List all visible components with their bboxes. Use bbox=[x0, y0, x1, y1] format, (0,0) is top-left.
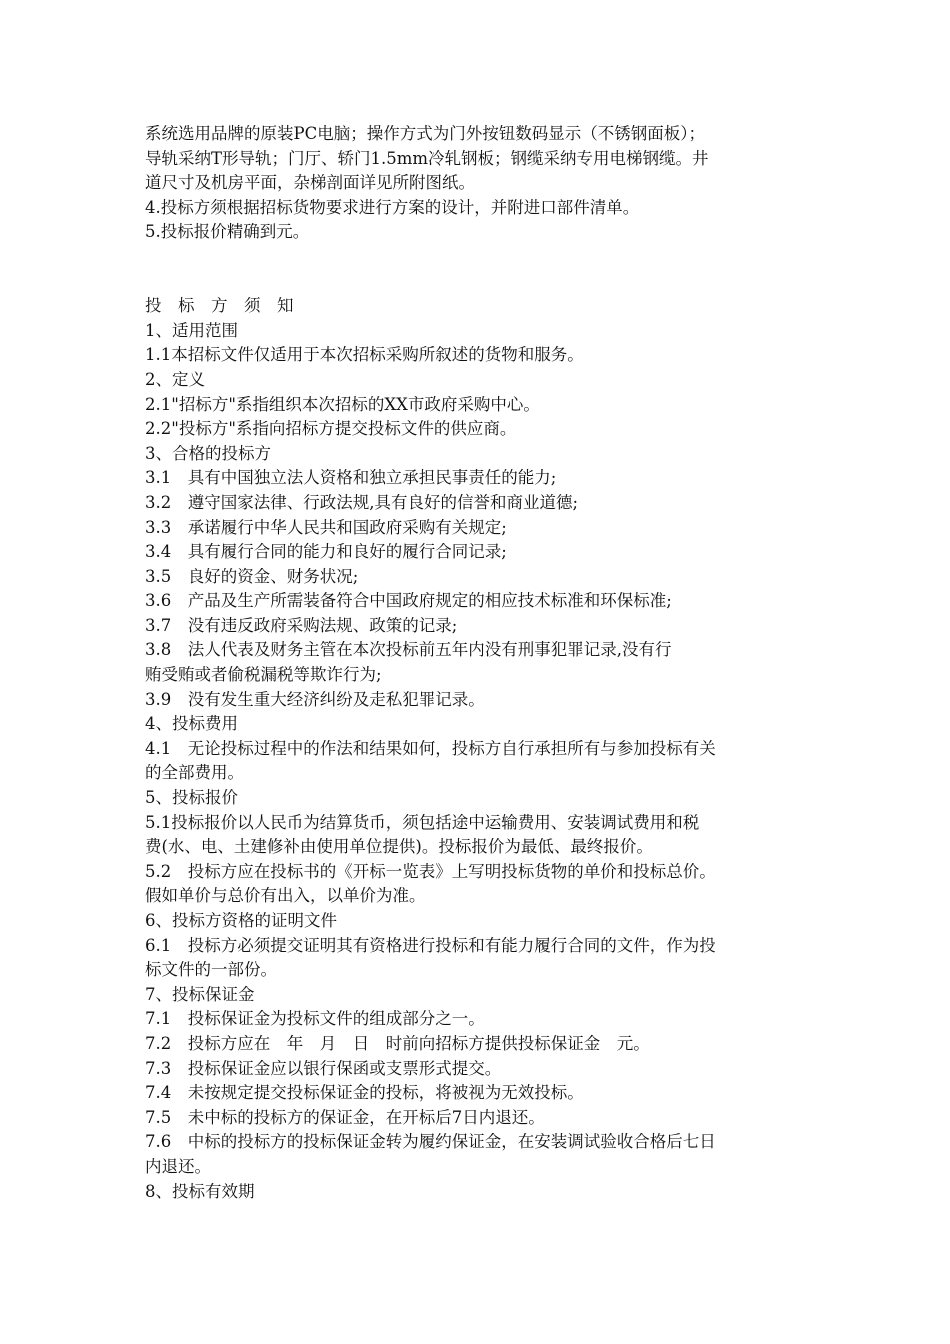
text-line: 4.投标方须根据招标货物要求进行方案的设计，并附进口部件清单。 bbox=[145, 197, 640, 217]
text-line: 3.6 产品及生产所需装备符合中国政府规定的相应技术标准和环保标准; bbox=[145, 591, 672, 611]
heading-line: 5、投标报价 bbox=[145, 788, 238, 808]
text-line: 内退还。 bbox=[145, 1156, 211, 1176]
text-line: 费(水、电、土建修补由使用单位提供)。投标报价为最低、最终报价。 bbox=[145, 837, 653, 857]
heading-line: 1、适用范围 bbox=[145, 320, 238, 340]
text-line: 标文件的一部份。 bbox=[145, 960, 277, 980]
section-title: 投 标 方 须 知 bbox=[145, 296, 294, 316]
text-line: 假如单价与总价有出入，以单价为准。 bbox=[145, 886, 426, 906]
text-line: 7.6 中标的投标方的投标保证金转为履约保证金，在安装调试验收合格后七日 bbox=[145, 1132, 716, 1152]
text-line: 导轨采纳T形导轨；门厅、轿门1.5mm冷轧钢板；钢缆采纳专用电梯钢缆。井 bbox=[145, 148, 709, 168]
text-line: 道尺寸及机房平面，杂梯剖面详见所附图纸。 bbox=[145, 173, 475, 193]
text-line: 1.1本招标文件仅适用于本次招标采购所叙述的货物和服务。 bbox=[145, 345, 584, 365]
text-line: 7.3 投标保证金应以银行保函或支票形式提交。 bbox=[145, 1058, 502, 1078]
body-text bbox=[145, 319, 815, 1229]
text-line: 5.2 投标方应在投标书的《开标一览表》上写明投标货物的单价和投标总价。 bbox=[145, 861, 716, 881]
text-line: 3.2 遵守国家法律、行政法规,具有良好的信誉和商业道德; bbox=[145, 492, 579, 512]
text-line: 的全部费用。 bbox=[145, 763, 244, 783]
text-line: 7.4 未按规定提交投标保证金的投标，将被视为无效投标。 bbox=[145, 1083, 584, 1103]
text-line: 5.1投标报价以人民币为结算货币，须包括途中运输费用、安装调试费用和税 bbox=[145, 812, 700, 832]
heading-line: 2、定义 bbox=[145, 369, 205, 389]
text-line: 8、投标有效期 bbox=[145, 1181, 255, 1201]
text-line: 3.7 没有违反政府采购法规、政策的记录; bbox=[145, 615, 458, 635]
text-line: 2.1"招标方"系指组织本次招标的XX市政府采购中心。 bbox=[145, 394, 540, 414]
text-line: 2.2"投标方"系指向招标方提交投标文件的供应商。 bbox=[145, 419, 517, 439]
text-line: 3.5 良好的资金、财务状况; bbox=[145, 566, 359, 586]
intro-paragraph bbox=[145, 122, 815, 245]
heading-line: 6、投标方资格的证明文件 bbox=[145, 911, 337, 930]
text-line: 7.1 投标保证金为投标文件的组成部分之一。 bbox=[145, 1009, 485, 1029]
heading-line: 3、合格的投标方 bbox=[145, 443, 271, 463]
text-line: 3.1 具有中国独立法人资格和独立承担民事责任的能力; bbox=[145, 468, 557, 488]
text-line: 3.9 没有发生重大经济纠纷及走私犯罪记录。 bbox=[145, 689, 485, 709]
text-line: 3.8 法人代表及财务主管在本次投标前五年内没有刑事犯罪记录,没有行 bbox=[145, 640, 672, 660]
heading-line bbox=[145, 1204, 815, 1229]
text-line: 6.1 投标方必须提交证明其有资格进行投标和有能力履行合同的文件，作为投 bbox=[145, 935, 716, 955]
text-line: 系统选用品牌的原装PC电脑；操作方式为门外按钮数码显示（不锈钢面板）； bbox=[145, 124, 705, 143]
document-page bbox=[145, 122, 815, 1229]
text-line: 3.4 具有履行合同的能力和良好的履行合同记录; bbox=[145, 542, 507, 562]
heading-line: 4、投标费用 bbox=[145, 714, 238, 734]
heading-line: 7、投标保证金 bbox=[145, 984, 255, 1004]
text-line: 4.1 无论投标过程中的作法和结果如何，投标方自行承担所有与参加投标有关 bbox=[145, 738, 716, 758]
text-line: 7.5 未中标的投标方的保证金，在开标后7日内退还。 bbox=[145, 1107, 545, 1127]
text-line: 7.2 投标方应在 年 月 日 时前向招标方提供投标保证金 元。 bbox=[145, 1033, 650, 1053]
text-line: 5.投标报价精确到元。 bbox=[145, 222, 310, 242]
text-line: 3.3 承诺履行中华人民共和国政府采购有关规定; bbox=[145, 517, 507, 537]
text-line: 贿受贿或者偷税漏税等欺诈行为; bbox=[145, 665, 382, 685]
section-spacer bbox=[145, 245, 815, 294]
